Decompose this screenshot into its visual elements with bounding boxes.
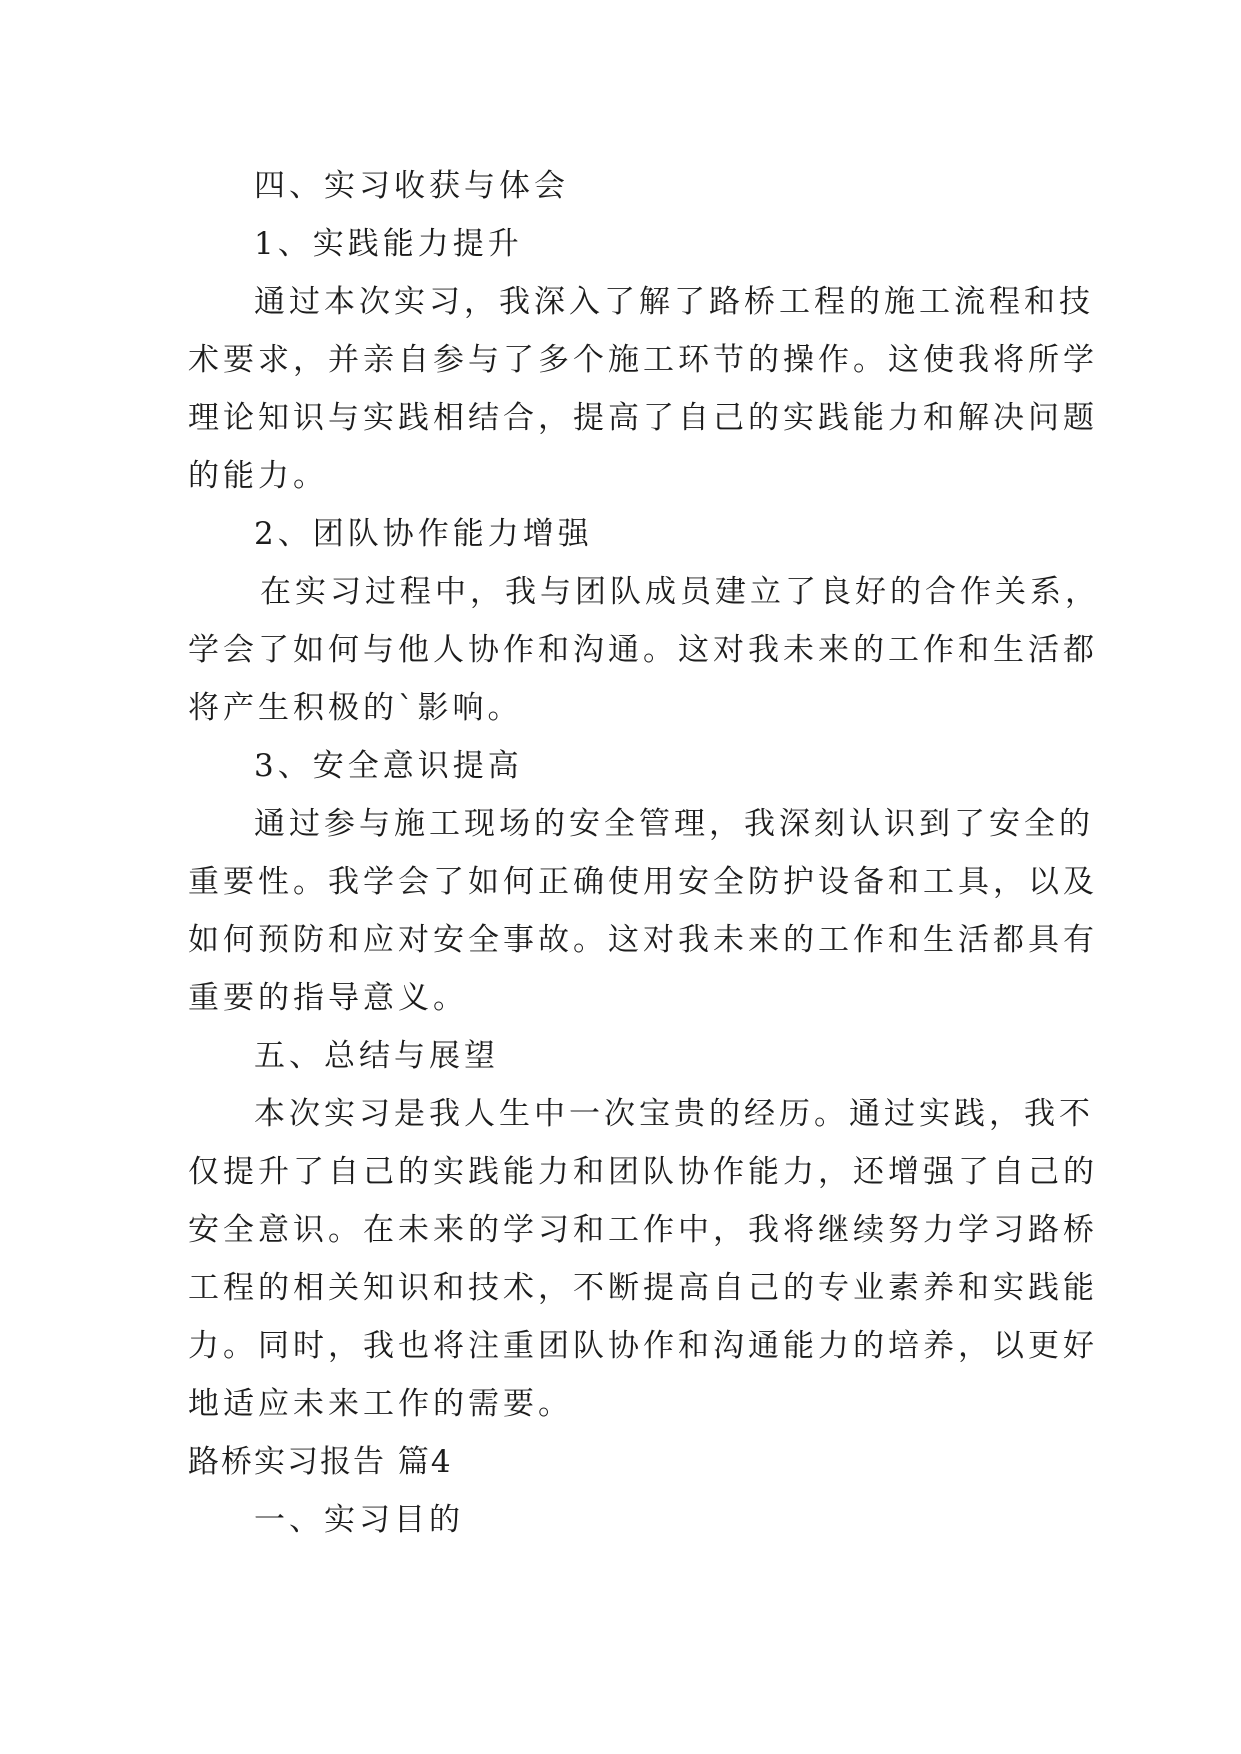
subsection-heading: 2、团队协作能力增强 xyxy=(254,516,593,552)
paragraph-line: 理论知识与实践相结合，提高了自己的实践能力和解决问题 xyxy=(188,400,1098,436)
paragraph-line: 学会了如何与他人协作和沟通。这对我未来的工作和生活都 xyxy=(188,632,1098,668)
subsection-heading: 1、实践能力提升 xyxy=(254,226,523,262)
subsection-heading: 3、安全意识提高 xyxy=(254,748,523,784)
paragraph-line: 仅提升了自己的实践能力和团队协作能力，还增强了自己的 xyxy=(188,1154,1098,1190)
paragraph-line: 地适应未来工作的需要。 xyxy=(188,1386,573,1422)
report-title: 路桥实习报告 篇4 xyxy=(188,1444,453,1480)
paragraph-line: 通过参与施工现场的安全管理，我深刻认识到了安全的 xyxy=(254,806,1094,842)
paragraph-line: 重要性。我学会了如何正确使用安全防护设备和工具，以及 xyxy=(188,864,1098,900)
document-body xyxy=(188,157,1100,1549)
paragraph-line: 本次实习是我人生中一次宝贵的经历。通过实践，我不 xyxy=(254,1096,1094,1132)
paragraph-line: 工程的相关知识和技术，不断提高自己的专业素养和实践能 xyxy=(188,1270,1098,1306)
paragraph-line: 安全意识。在未来的学习和工作中，我将继续努力学习路桥 xyxy=(188,1212,1098,1248)
paragraph-line: 通过本次实习，我深入了解了路桥工程的施工流程和技 xyxy=(254,284,1094,320)
paragraph-line: 重要的指导意义。 xyxy=(188,980,468,1016)
section-heading: 五、总结与展望 xyxy=(254,1038,499,1074)
paragraph-line: 将产生积极的`影响。 xyxy=(188,690,523,726)
paragraph-line: 如何预防和应对安全事故。这对我未来的工作和生活都具有 xyxy=(188,922,1098,958)
section-heading: 一、实习目的 xyxy=(254,1502,464,1538)
paragraph-line: 术要求，并亲自参与了多个施工环节的操作。这使我将所学 xyxy=(188,342,1098,378)
paragraph-line: 力。同时，我也将注重团队协作和沟通能力的培养，以更好 xyxy=(188,1328,1098,1364)
section-heading: 四、实习收获与体会 xyxy=(254,168,569,204)
paragraph-line: 的能力。 xyxy=(188,458,328,494)
paragraph-line: 在实习过程中，我与团队成员建立了良好的合作关系， xyxy=(260,574,1100,610)
